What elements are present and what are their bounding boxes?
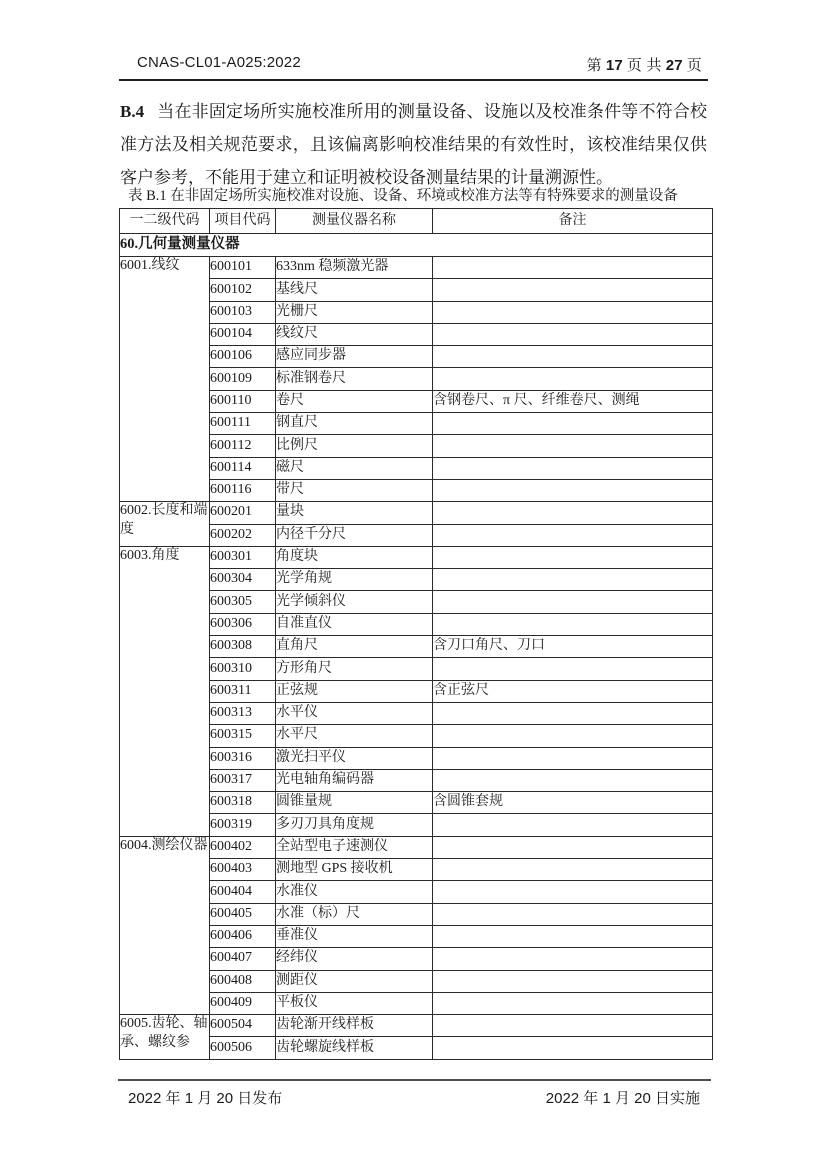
instrument-name-cell: 光学角规 (276, 569, 433, 591)
total-page-number: 27 (665, 57, 683, 74)
instrument-name-cell: 经纬仪 (276, 948, 433, 970)
remark-cell (433, 769, 713, 791)
category-cell: 6003.角度 (120, 546, 210, 836)
item-code-cell: 600318 (210, 792, 276, 814)
instrument-name-cell: 钢直尺 (276, 413, 433, 435)
instrument-name-cell: 量块 (276, 502, 433, 524)
document-code: CNAS-CL01-A025:2022 (137, 54, 301, 71)
item-code-cell: 600109 (210, 368, 276, 390)
remark-cell (433, 725, 713, 747)
item-code-cell: 600116 (210, 479, 276, 501)
remark-cell (433, 903, 713, 925)
remark-cell (433, 413, 713, 435)
instrument-name-cell: 齿轮渐开线样板 (276, 1015, 433, 1037)
remark-cell (433, 836, 713, 858)
col-header-instrument-name: 测量仪器名称 (276, 209, 433, 234)
item-code-cell: 600301 (210, 546, 276, 568)
remark-cell (433, 479, 713, 501)
instrument-name-cell: 水平尺 (276, 725, 433, 747)
instrument-name-cell: 水准（标）尺 (276, 903, 433, 925)
table-section-row (120, 234, 713, 257)
col-header-category-code: 一二级代码 (120, 209, 210, 234)
remark-cell (433, 859, 713, 881)
instrument-name-cell: 比例尺 (276, 435, 433, 457)
col-header-remark: 备注 (433, 209, 713, 234)
instrument-name-cell: 平板仪 (276, 992, 433, 1014)
item-code-cell: 600404 (210, 881, 276, 903)
category-cell: 6004.测绘仪器 (120, 836, 210, 1014)
remark-cell (433, 1015, 713, 1037)
remark-cell (433, 435, 713, 457)
item-code-cell: 600112 (210, 435, 276, 457)
remark-cell (433, 970, 713, 992)
remark-cell (433, 546, 713, 568)
item-code-cell: 600506 (210, 1037, 276, 1060)
item-code-cell: 600313 (210, 702, 276, 724)
remark-cell (433, 881, 713, 903)
item-code-cell: 600403 (210, 859, 276, 881)
footer-rule (118, 1079, 711, 1081)
page-number-indicator (583, 54, 702, 75)
category-cell: 6001.线纹 (120, 257, 210, 502)
instrument-name-cell: 全站型电子速测仪 (276, 836, 433, 858)
instrument-name-cell: 方形角尺 (276, 658, 433, 680)
remark-cell (433, 524, 713, 546)
item-code-cell: 600406 (210, 925, 276, 947)
remark-cell (433, 992, 713, 1014)
page-header (119, 52, 708, 81)
remark-cell (433, 569, 713, 591)
instrument-name-cell: 磁尺 (276, 457, 433, 479)
item-code-cell: 600111 (210, 413, 276, 435)
remark-cell (433, 346, 713, 368)
instrument-name-cell: 多刃刀具角度规 (276, 814, 433, 836)
item-code-cell: 600319 (210, 814, 276, 836)
item-code-cell: 600317 (210, 769, 276, 791)
table-row (120, 1015, 713, 1037)
item-code-cell: 600407 (210, 948, 276, 970)
remark-cell (433, 301, 713, 323)
instrument-name-cell: 直角尺 (276, 636, 433, 658)
remark-cell (433, 591, 713, 613)
instrument-name-cell: 水平仪 (276, 702, 433, 724)
table-header-row (120, 209, 713, 234)
clause-b4-paragraph (120, 95, 707, 194)
item-code-cell: 600104 (210, 323, 276, 345)
instrument-name-cell: 光栅尺 (276, 301, 433, 323)
category-cell: 6005.齿轮、轴承、螺纹参 (120, 1015, 210, 1060)
remark-cell (433, 814, 713, 836)
item-code-cell: 600402 (210, 836, 276, 858)
remark-cell (433, 925, 713, 947)
instrument-name-cell: 光电轴角编码器 (276, 769, 433, 791)
table-row (120, 546, 713, 568)
remark-cell: 含正弦尺 (433, 680, 713, 702)
item-code-cell: 600103 (210, 301, 276, 323)
instrument-name-cell: 线纹尺 (276, 323, 433, 345)
item-code-cell: 600405 (210, 903, 276, 925)
item-code-cell: 600306 (210, 613, 276, 635)
item-code-cell: 600311 (210, 680, 276, 702)
item-code-cell: 600308 (210, 636, 276, 658)
page-word-suffix: 页 (686, 57, 702, 74)
remark-cell (433, 502, 713, 524)
instrument-name-cell: 感应同步器 (276, 346, 433, 368)
instrument-name-cell: 圆锥量规 (276, 792, 433, 814)
instrument-name-cell: 正弦规 (276, 680, 433, 702)
remark-cell (433, 257, 713, 279)
remark-cell (433, 702, 713, 724)
equipment-table (119, 208, 713, 1060)
instrument-name-cell: 标准钢卷尺 (276, 368, 433, 390)
item-code-cell: 600201 (210, 502, 276, 524)
item-code-cell: 600504 (210, 1015, 276, 1037)
category-cell: 6002.长度和端度 (120, 502, 210, 547)
instrument-name-cell: 633nm 稳频激光器 (276, 257, 433, 279)
remark-cell (433, 457, 713, 479)
item-code-cell: 600106 (210, 346, 276, 368)
remark-cell (433, 747, 713, 769)
item-code-cell: 600101 (210, 257, 276, 279)
page-word-middle: 页 共 (626, 57, 662, 74)
item-code-cell: 600304 (210, 569, 276, 591)
section-title: 60.几何量测量仪器 (120, 234, 713, 257)
item-code-cell: 600310 (210, 658, 276, 680)
clause-text: 当在非固定场所实施校准所用的测量设备、设施以及校准条件等不符合校准方法及相关规范要求，且该偏离影响校准结果的有效性时，该校准结果仅供客户参考，不能用于建立和证明被校设备测量结果的计量溯源性。 (120, 102, 707, 187)
item-code-cell: 600114 (210, 457, 276, 479)
clause-label: B.4 (120, 102, 145, 121)
item-code-cell: 600202 (210, 524, 276, 546)
instrument-name-cell: 齿轮螺旋线样板 (276, 1037, 433, 1060)
instrument-name-cell: 测距仪 (276, 970, 433, 992)
item-code-cell: 600315 (210, 725, 276, 747)
remark-cell: 含圆锥套规 (433, 792, 713, 814)
issue-date: 2022 年 1 月 20 日发布 (128, 1090, 283, 1107)
page-footer (119, 1087, 708, 1108)
remark-cell (433, 948, 713, 970)
item-code-cell: 600110 (210, 390, 276, 412)
remark-cell (433, 613, 713, 635)
instrument-name-cell: 自准直仪 (276, 613, 433, 635)
item-code-cell: 600408 (210, 970, 276, 992)
col-header-item-code: 项目代码 (210, 209, 276, 234)
current-page-number: 17 (605, 57, 623, 74)
instrument-name-cell: 内径千分尺 (276, 524, 433, 546)
table-caption: 表 B.1 在非固定场所实施校准对设施、设备、环境或校准方法等有特殊要求的测量设备 (128, 188, 678, 204)
table-row (120, 836, 713, 858)
table-row (120, 502, 713, 524)
item-code-cell: 600102 (210, 279, 276, 301)
remark-cell (433, 323, 713, 345)
instrument-name-cell: 水准仪 (276, 881, 433, 903)
instrument-name-cell: 光学倾斜仪 (276, 591, 433, 613)
table-body (120, 257, 713, 1060)
item-code-cell: 600316 (210, 747, 276, 769)
implementation-date: 2022 年 1 月 20 日实施 (545, 1090, 700, 1107)
instrument-name-cell: 卷尺 (276, 390, 433, 412)
remark-cell: 含钢卷尺、π 尺、纤维卷尺、测绳 (433, 390, 713, 412)
remark-cell: 含刀口角尺、刀口 (433, 636, 713, 658)
remark-cell (433, 1037, 713, 1060)
instrument-name-cell: 激光扫平仪 (276, 747, 433, 769)
item-code-cell: 600305 (210, 591, 276, 613)
remark-cell (433, 658, 713, 680)
page-word-prefix: 第 (586, 57, 602, 74)
table-row (120, 257, 713, 279)
instrument-name-cell: 垂准仪 (276, 925, 433, 947)
instrument-name-cell: 测地型 GPS 接收机 (276, 859, 433, 881)
instrument-name-cell: 带尺 (276, 479, 433, 501)
remark-cell (433, 368, 713, 390)
remark-cell (433, 279, 713, 301)
instrument-name-cell: 角度块 (276, 546, 433, 568)
item-code-cell: 600409 (210, 992, 276, 1014)
instrument-name-cell: 基线尺 (276, 279, 433, 301)
